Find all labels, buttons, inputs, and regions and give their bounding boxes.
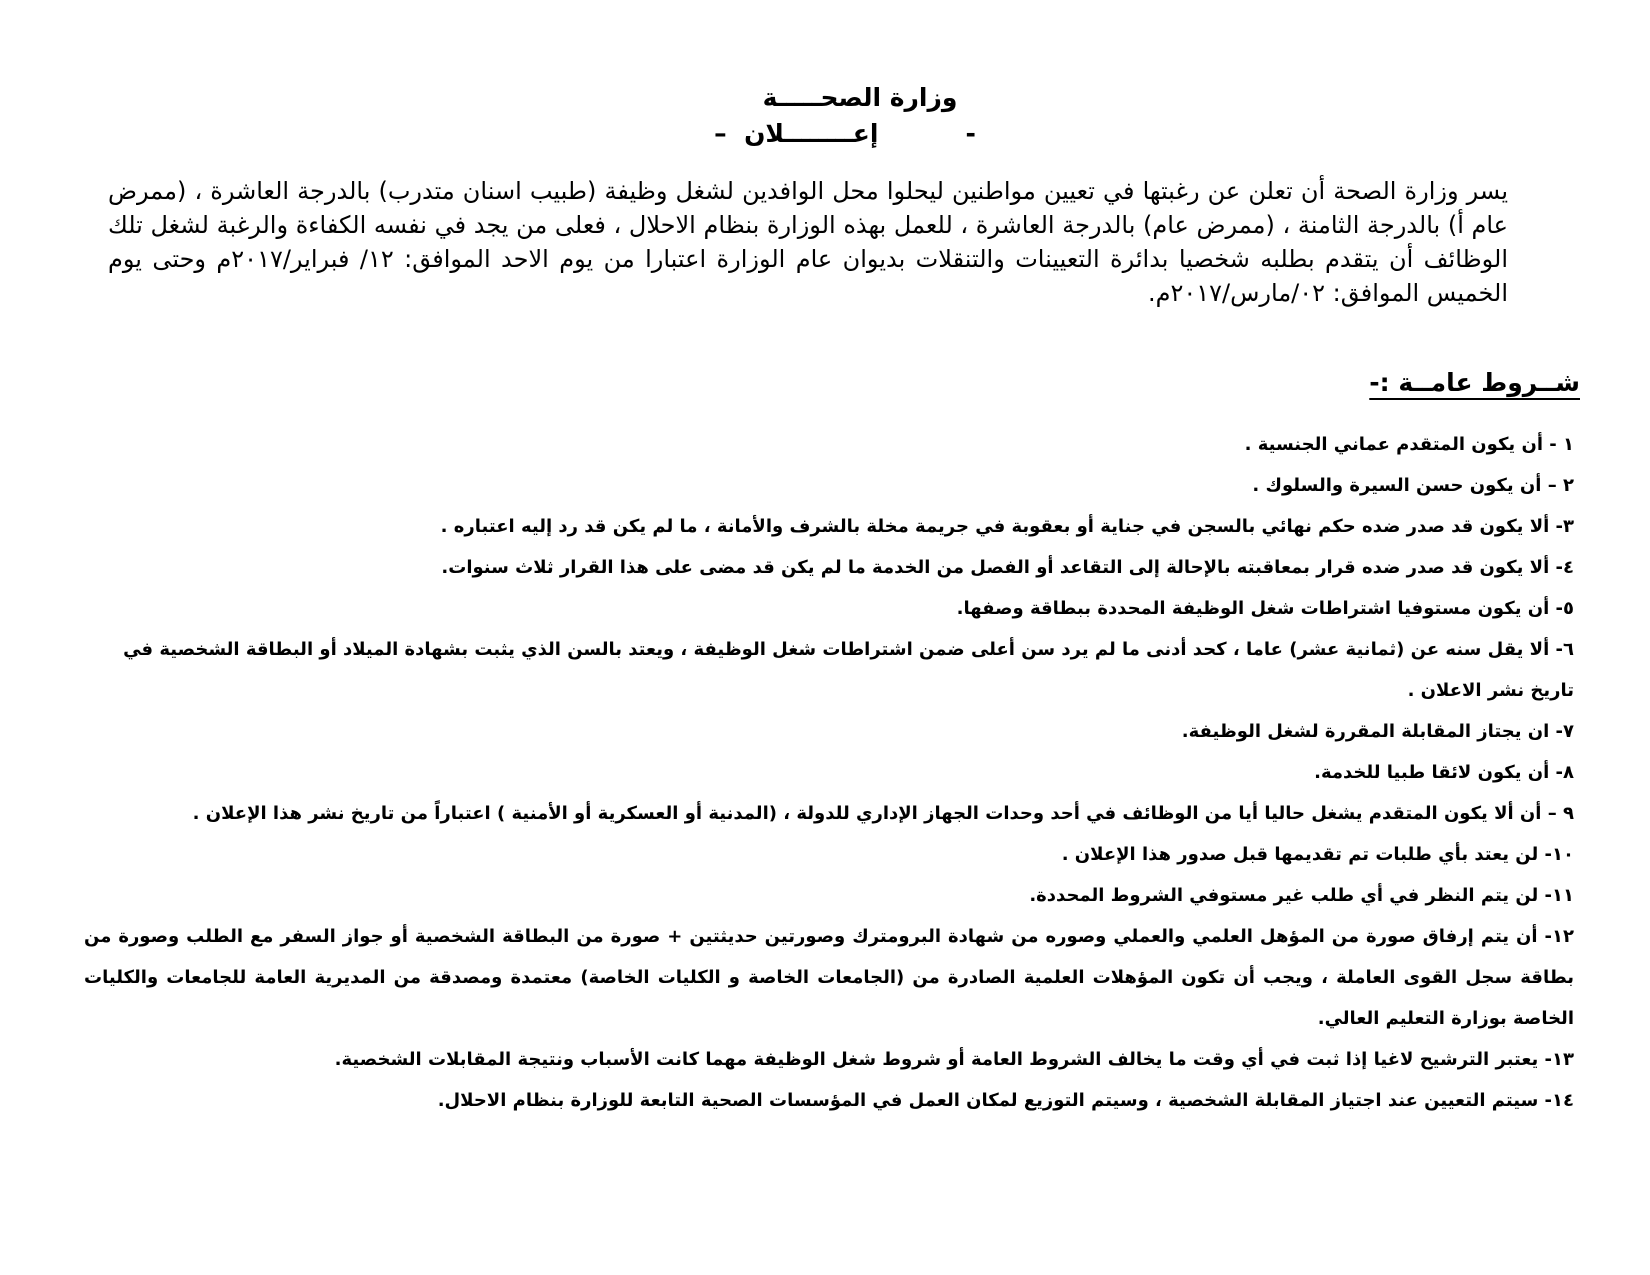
- condition-item: ٣- ألا يكون قد صدر ضده حكم نهائي بالسجن في جناية أو بعقوبة في جريمة مخلة بالشرف والأمانة ، ما لم يكن قد رد إليه اعتباره .: [440, 516, 1574, 537]
- condition-item: ١٣- يعتبر الترشيح لاغيا إذا ثبت في أي وقت ما يخالف الشروط العامة أو شروط شغل الوظيفة مهما كانت الأسباب ونتيجة المقابلات الشخصية.: [334, 1049, 1574, 1070]
- condition-item: ١٠- لن يعتد بأي طلبات تم تقديمها قبل صدور هذا الإعلان .: [1061, 844, 1574, 865]
- condition-item: ٥- أن يكون مستوفيا اشتراطات شغل الوظيفة المحددة ببطاقة وصفها.: [956, 598, 1574, 619]
- conditions-heading: شــروط عامــة :-: [1369, 368, 1580, 397]
- condition-item: ١١- لن يتم النظر في أي طلب غير مستوفي الشروط المحددة.: [1029, 885, 1574, 906]
- condition-item: ٤- ألا يكون قد صدر ضده قرار بمعاقبته بالإحالة إلى التقاعد أو الفصل من الخدمة ما لم يكن قد مضى على هذا القرار ثلاث سنوات.: [441, 557, 1574, 578]
- condition-item: ١ - أن يكون المتقدم عماني الجنسية .: [1244, 434, 1574, 455]
- condition-item: ٨- أن يكون لائقا طبيا للخدمة.: [1314, 762, 1574, 783]
- announcement-title: - إعــــــــلان –: [714, 119, 976, 148]
- condition-item: ١٤- سيتم التعيين عند اجتياز المقابلة الشخصية ، وسيتم التوزيع لمكان العمل في المؤسسات الصحية التابعة للوزارة بنظام الاحلال.: [437, 1090, 1574, 1111]
- document-header: [0, 80, 1650, 152]
- condition-item: ٩ – أن ألا يكون المتقدم يشغل حاليا أيا من الوظائف في أحد وحدات الجهاز الإداري للدولة ، (المدنية أو العسكرية أو الأمنية ) اعتباراً من تاريخ نشر هذا الإعلان .: [192, 803, 1574, 824]
- condition-item: ١٢- أن يتم إرفاق صورة من المؤهل العلمي والعملي وصوره من شهادة البرومترك وصورتين حديثتين + صورة من البطاقة الشخصية أو جواز السفر مع الطلب وصورة من بطاقة سجل القوى العاملة ، ويجب أن تكون المؤهلات العلمية الصادرة من (الجامعات الخاصة و الكليات الخاصة) معتمدة ومصدقة من المديرية العامة للجامعات والكليات الخاصة بوزارة التعليم العالي.: [84, 926, 1574, 1029]
- condition-item: ٦- ألا يقل سنه عن (ثمانية عشر) عاما ، كحد أدنى ما لم يرد سن أعلى ضمن اشتراطات شغل الوظيفة ، ويعتد بالسن الذي يثبت بشهادة الميلاد أو البطاقة الشخصية في تاريخ نشر الاعلان .: [123, 639, 1574, 701]
- condition-item: ٧- ان يجتاز المقابلة المقررة لشغل الوظيفة.: [1181, 721, 1574, 742]
- condition-item: ٢ – أن يكون حسن السيرة والسلوك .: [1252, 475, 1574, 496]
- ministry-name: وزارة الصحـــــة: [762, 83, 958, 112]
- intro-paragraph: يسر وزارة الصحة أن تعلن عن رغبتها في تعيين مواطنين ليحلوا محل الوافدين لشغل وظيفة (طبيب اسنان متدرب) بالدرجة العاشرة ، (ممرض عام أ) بالدرجة الثامنة ، (ممرض عام) بالدرجة العاشرة ، للعمل بهذه الوزارة بنظام الاحلال ، فعلى من يجد في نفسه الكفاءة والرغبة لشغل تلك الوظائف أن يتقدم بطلبه شخصيا بدائرة التعيينات والتنقلات بديوان عام الوزارة اعتبارا من يوم الاحد الموافق: ١٢/ فبراير/٢٠١٧م وحتى يوم الخميس الموافق: ٠٢/مارس/٢٠١٧م.: [108, 177, 1508, 307]
- conditions-list: [84, 424, 1574, 1121]
